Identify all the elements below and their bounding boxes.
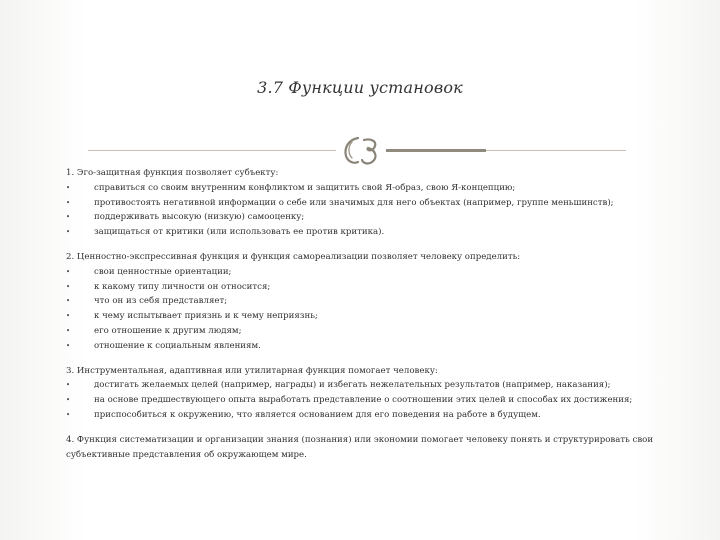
list-item: • достигать желаемых целей (например, награды) и избегать нежелательных результатов (например, наказания); [66, 378, 666, 393]
bullet-list [66, 265, 666, 354]
slide-title: 3.7 Функции установок [257, 78, 463, 97]
bullet-list [66, 181, 666, 240]
list-item: • защищаться от критики (или использовать ее против критика). [66, 225, 666, 240]
section-value-expressive [66, 250, 666, 354]
section-ego-defense [66, 166, 666, 240]
section-heading: 1. Эго-защитная функция позволяет субъекту: [66, 168, 279, 178]
section-instrumental [66, 364, 666, 423]
list-item: • приспособиться к окружению, что является основанием для его поведения на работе в будущем. [66, 408, 666, 423]
content-body [66, 166, 666, 472]
list-item: • противостоять негативной информации о себе или значимых для него объектах (например, группе меньшинств); [66, 196, 666, 211]
section-heading: 2. Ценностно-экспрессивная функция и функция самореализации позволяет человеку определить: [66, 251, 521, 262]
list-item: • свои ценностные ориентации; [66, 265, 666, 280]
bullet-list [66, 378, 666, 422]
list-item: • к чему испытывает приязнь и к чему неприязнь; [66, 309, 666, 324]
list-item: • отношение к социальным явлениям. [66, 339, 666, 354]
section-systematization [66, 433, 666, 463]
list-item: • на основе предшествующего опыта выработать представление о соотношении этих целей и способах их достижения; [66, 393, 666, 408]
list-item: • поддерживать высокую (низкую) самооценку; [66, 210, 666, 225]
list-item: • что он из себя представляет; [66, 294, 666, 309]
list-item: • к какому типу личности он относится; [66, 280, 666, 295]
section-heading: 4. Функция систематизации и организации знания (познания) или экономии помогает человеку понять и структурировать свои субъективные представления об окружающем мире. [66, 434, 654, 460]
list-item: • справиться со своим внутренним конфликтом и защитить свой Я-образ, свою Я-концепцию; [66, 181, 666, 196]
section-heading: 3. Инструментальная, адаптивная или утилитарная функция помогает человеку: [66, 365, 438, 376]
divider-accent [386, 149, 486, 152]
decorative-flourish-icon [338, 132, 384, 168]
divider-left [88, 150, 336, 151]
list-item: • его отношение к другим людям; [66, 324, 666, 339]
